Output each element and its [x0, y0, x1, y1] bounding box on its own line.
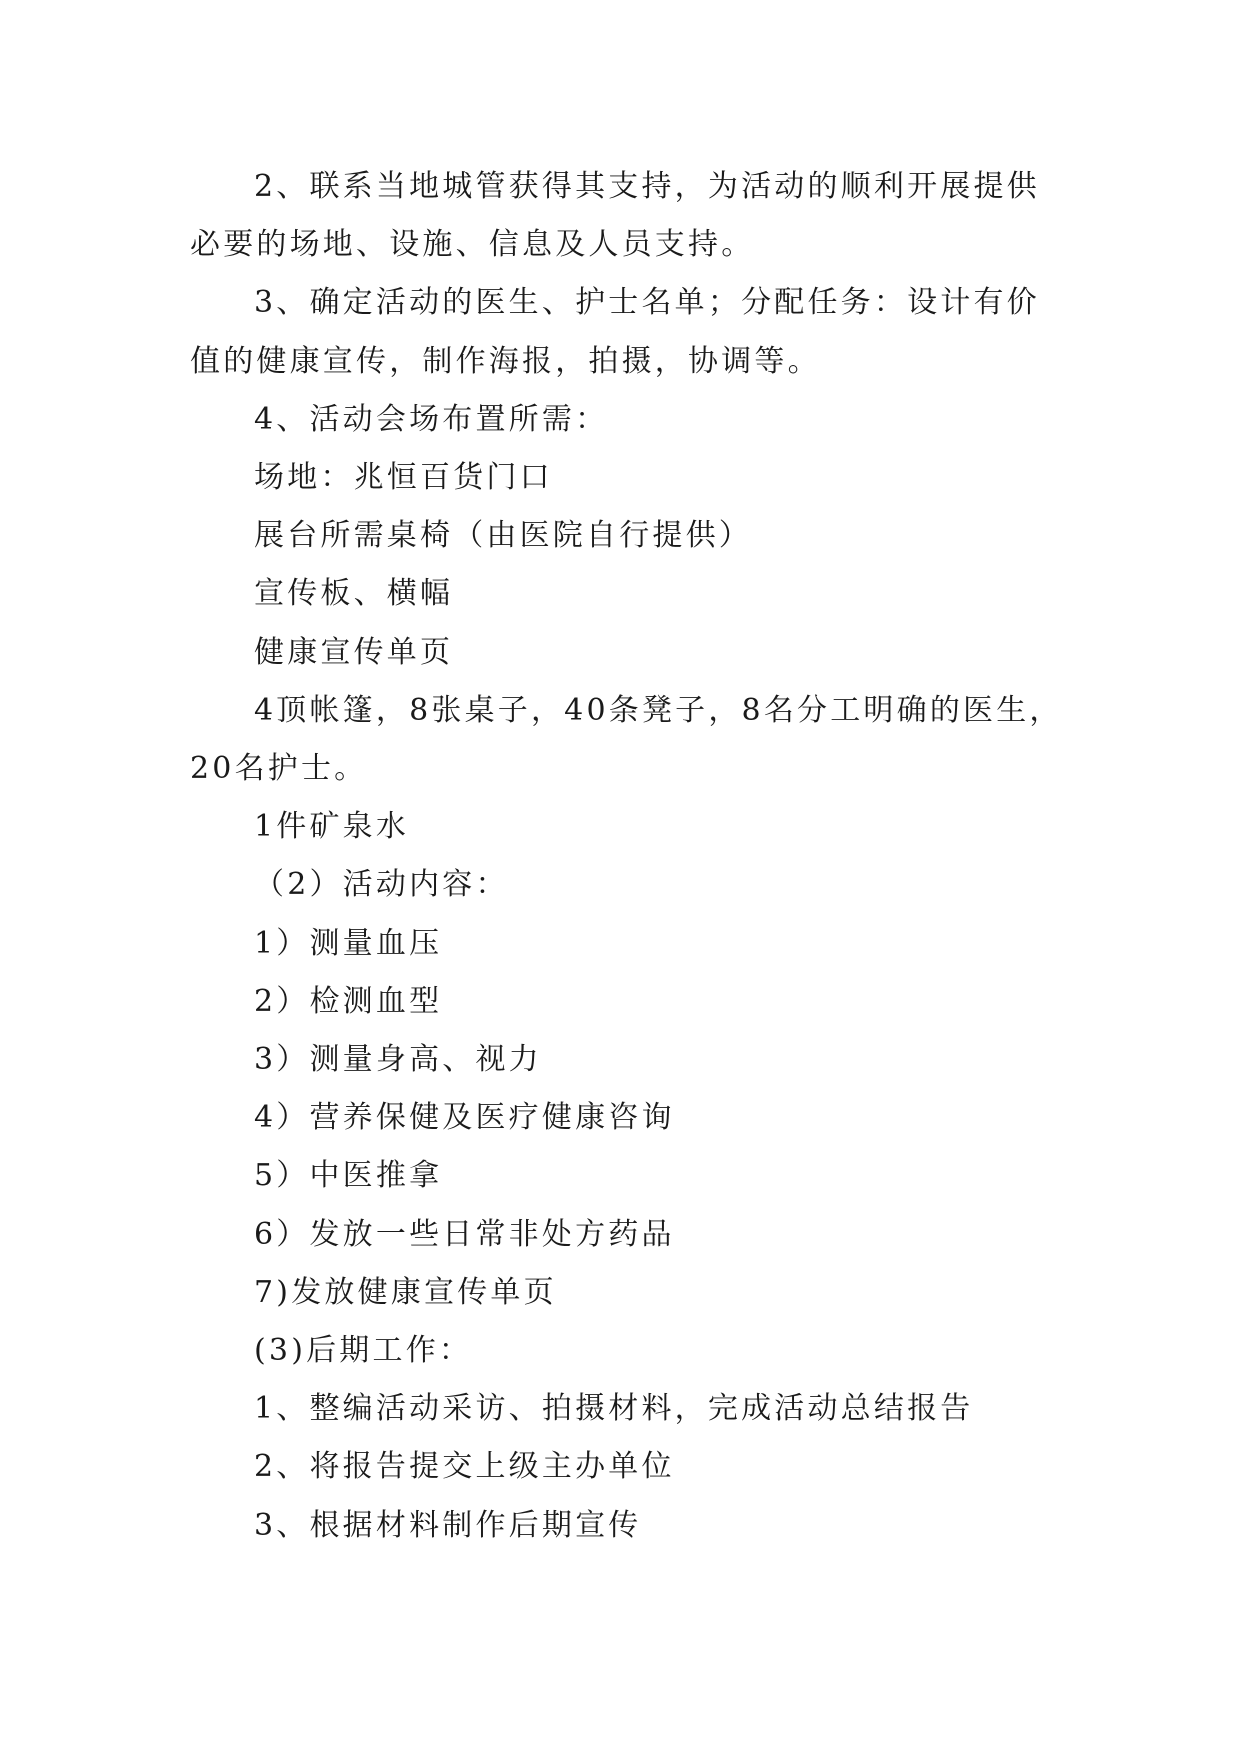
paragraph-support: 2、联系当地城管获得其支持，为活动的顺利开展提供必要的场地、设施、信息及人员支持。 [190, 169, 1040, 263]
list-item-promotion: 3、根据材料制作后期宣传 [254, 1507, 642, 1543]
list-item-submit: 2、将报告提交上级主办单位 [254, 1449, 675, 1485]
paragraph-equipment: 4顶帐篷，8张桌子，40条凳子，8名分工明确的医生，20名护士。 [190, 692, 1063, 787]
list-item-height-vision: 3）测量身高、视力 [254, 1042, 542, 1078]
list-item-massage: 5）中医推拿 [254, 1158, 443, 1194]
list-item-water: 1件矿泉水 [254, 809, 410, 845]
list-item-leaflet-distribution: 7)发放健康宣传单页 [254, 1274, 557, 1310]
list-item-boards: 宣传板、横幅 [254, 576, 454, 612]
list-item-blood-type: 2）检测血型 [254, 983, 443, 1019]
section-heading-followup: (3)后期工作： [254, 1333, 473, 1369]
section-heading-content: （2）活动内容： [254, 867, 509, 903]
paragraph-staff-tasks: 3、确定活动的医生、护士名单；分配任务：设计有价值的健康宣传，制作海报，拍摄，协调等。 [190, 285, 1040, 379]
list-item-tables: 展台所需桌椅（由医院自行提供） [254, 518, 752, 554]
list-item-blood-pressure: 1）测量血压 [254, 925, 443, 961]
list-item-consultation: 4）营养保健及医疗健康咨询 [254, 1100, 675, 1136]
list-item-medicine: 6）发放一些日常非处方药品 [254, 1216, 675, 1252]
paragraph-venue-needs: 4、活动会场布置所需： [254, 401, 609, 437]
list-item-venue: 场地：兆恒百货门口 [254, 460, 553, 496]
list-item-leaflets: 健康宣传单页 [254, 634, 454, 670]
document-body [190, 158, 1070, 1555]
list-item-report: 1、整编活动采访、拍摄材料，完成活动总结报告 [254, 1391, 974, 1427]
